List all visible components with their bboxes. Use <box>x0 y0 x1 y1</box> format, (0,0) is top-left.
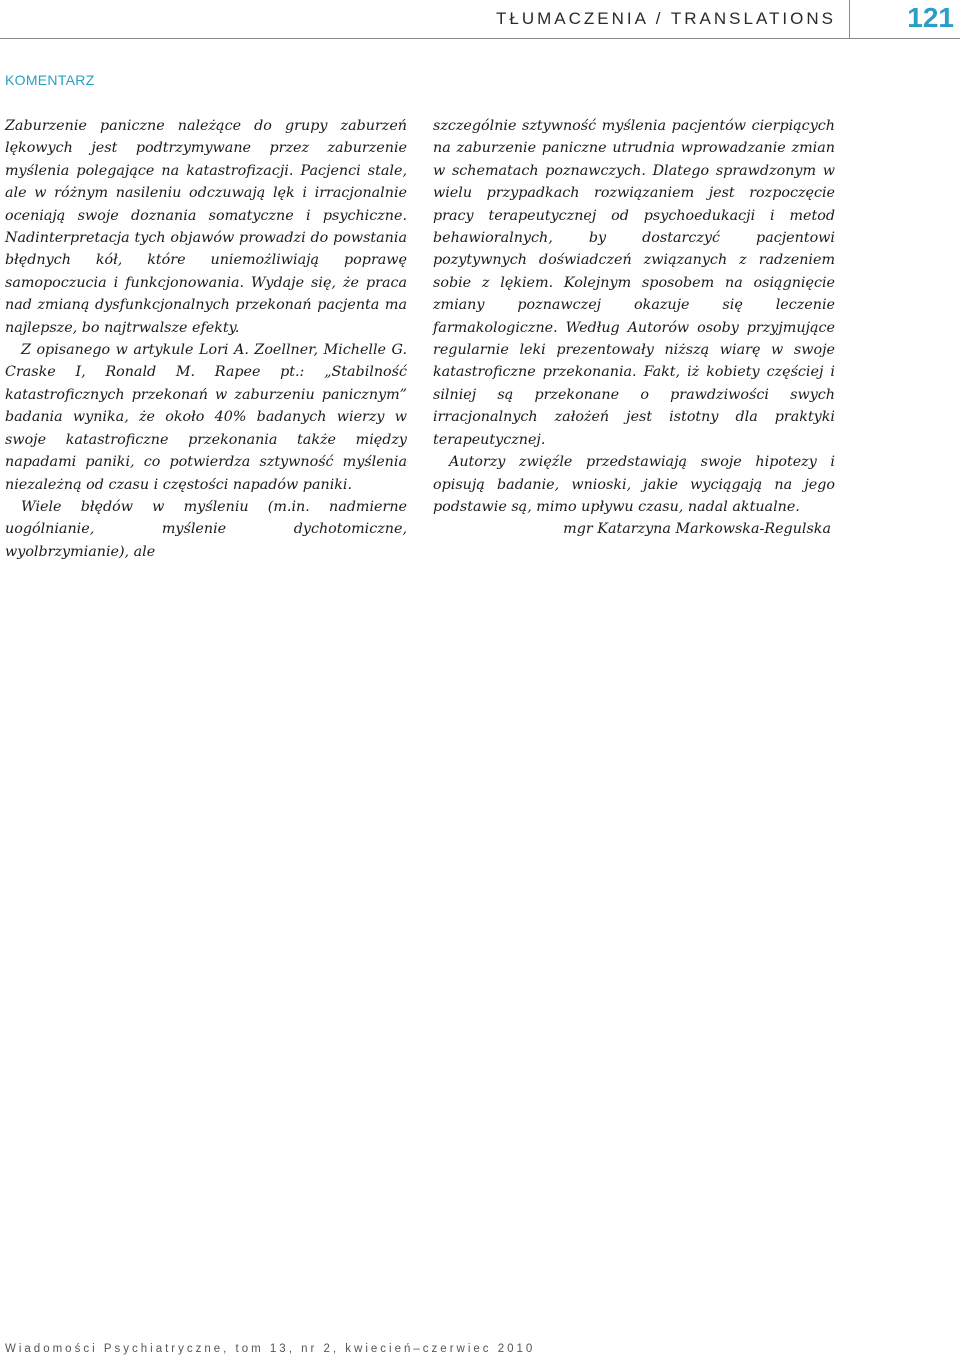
paragraph: Autorzy zwięźle przedstawiają swoje hipotezy i opisują badanie, wnioski, jakie wyciągają na jego podstawie są, mimo upływu czasu, nadal aktualne. <box>433 454 835 515</box>
right-column <box>433 115 835 541</box>
left-column <box>5 115 407 563</box>
header-divider <box>849 0 850 38</box>
page-number: 121 <box>907 2 954 33</box>
section-title: TŁUMACZENIA / TRANSLATIONS <box>496 9 836 28</box>
page-header <box>0 0 960 39</box>
paragraph: Wiele błędów w myśleniu (m.in. nadmierne uogólnianie, myślenie dychotomiczne, wyolbrzymianie), ale <box>5 498 407 560</box>
paragraph: Zaburzenie paniczne należące do grupy zaburzeń lękowych jest podtrzymywane przez zaburzenie myślenia polegające na katastrofizacji. Pacjenci stale, ale w różnym nasileniu odczuwają lęk i irracjonalnie oceniają swoje doznania somatyczne i psychiczne. Nadinterpretacja tych objawów prowadzi do powstania błędnych kół, które uniemożliwiają poprawę samopoczucia i funkcjonowania. Wydaje się, że praca nad zmianą dysfunkcjonalnych przekonań pacjenta ma najlepsze, bo najtrwalsze efekty. <box>5 118 407 336</box>
author-signature: mgr Katarzyna Markowska-Regulska <box>563 521 831 538</box>
section-heading: KOMENTARZ <box>5 72 95 88</box>
journal-footer: Wiadomości Psychiatryczne, tom 13, nr 2, kwiecień–czerwiec 2010 <box>5 1343 536 1355</box>
paragraph: szczególnie sztywność myślenia pacjentów cierpiących na zaburzenie paniczne utrudnia wprowadzanie zmian w schematach poznawczych. Dlatego sprawdzonym w wielu przypadkach rozwiązaniem jest rozpoczęcie pracy terapeutycznej od psychoedukacji i metod behawioralnych, by dostarczyć pacjentowi pozytywnych doświadczeń związanych z radzeniem sobie z lękiem. Kolejnym sposobem na osiągnięcie zmiany poznawczej okazuje się leczenie farmakologiczne. Według Autorów osoby przyjmujące regularnie leki prezentowały niższą wiarę w swoje katastroficzne przekonania. Fakt, iż kobiety częściej i silniej są przekonane o prawdziwości swych irracjonalnych założeń jest istotny dla praktyki terapeutycznej. <box>433 118 835 448</box>
paragraph: Z opisanego w artykule Lori A. Zoellner, Michelle G. Craske I, Ronald M. Rapee pt.: „Stabilność katastroficznych przekonań w zaburzeniu panicznym” badania wynika, że około 40% badanych wierzy w swoje katastroficzne przekonania także między napadami paniki, co potwierdza sztywność myślenia niezależną od czasu i częstości napadów paniki. <box>5 342 407 493</box>
